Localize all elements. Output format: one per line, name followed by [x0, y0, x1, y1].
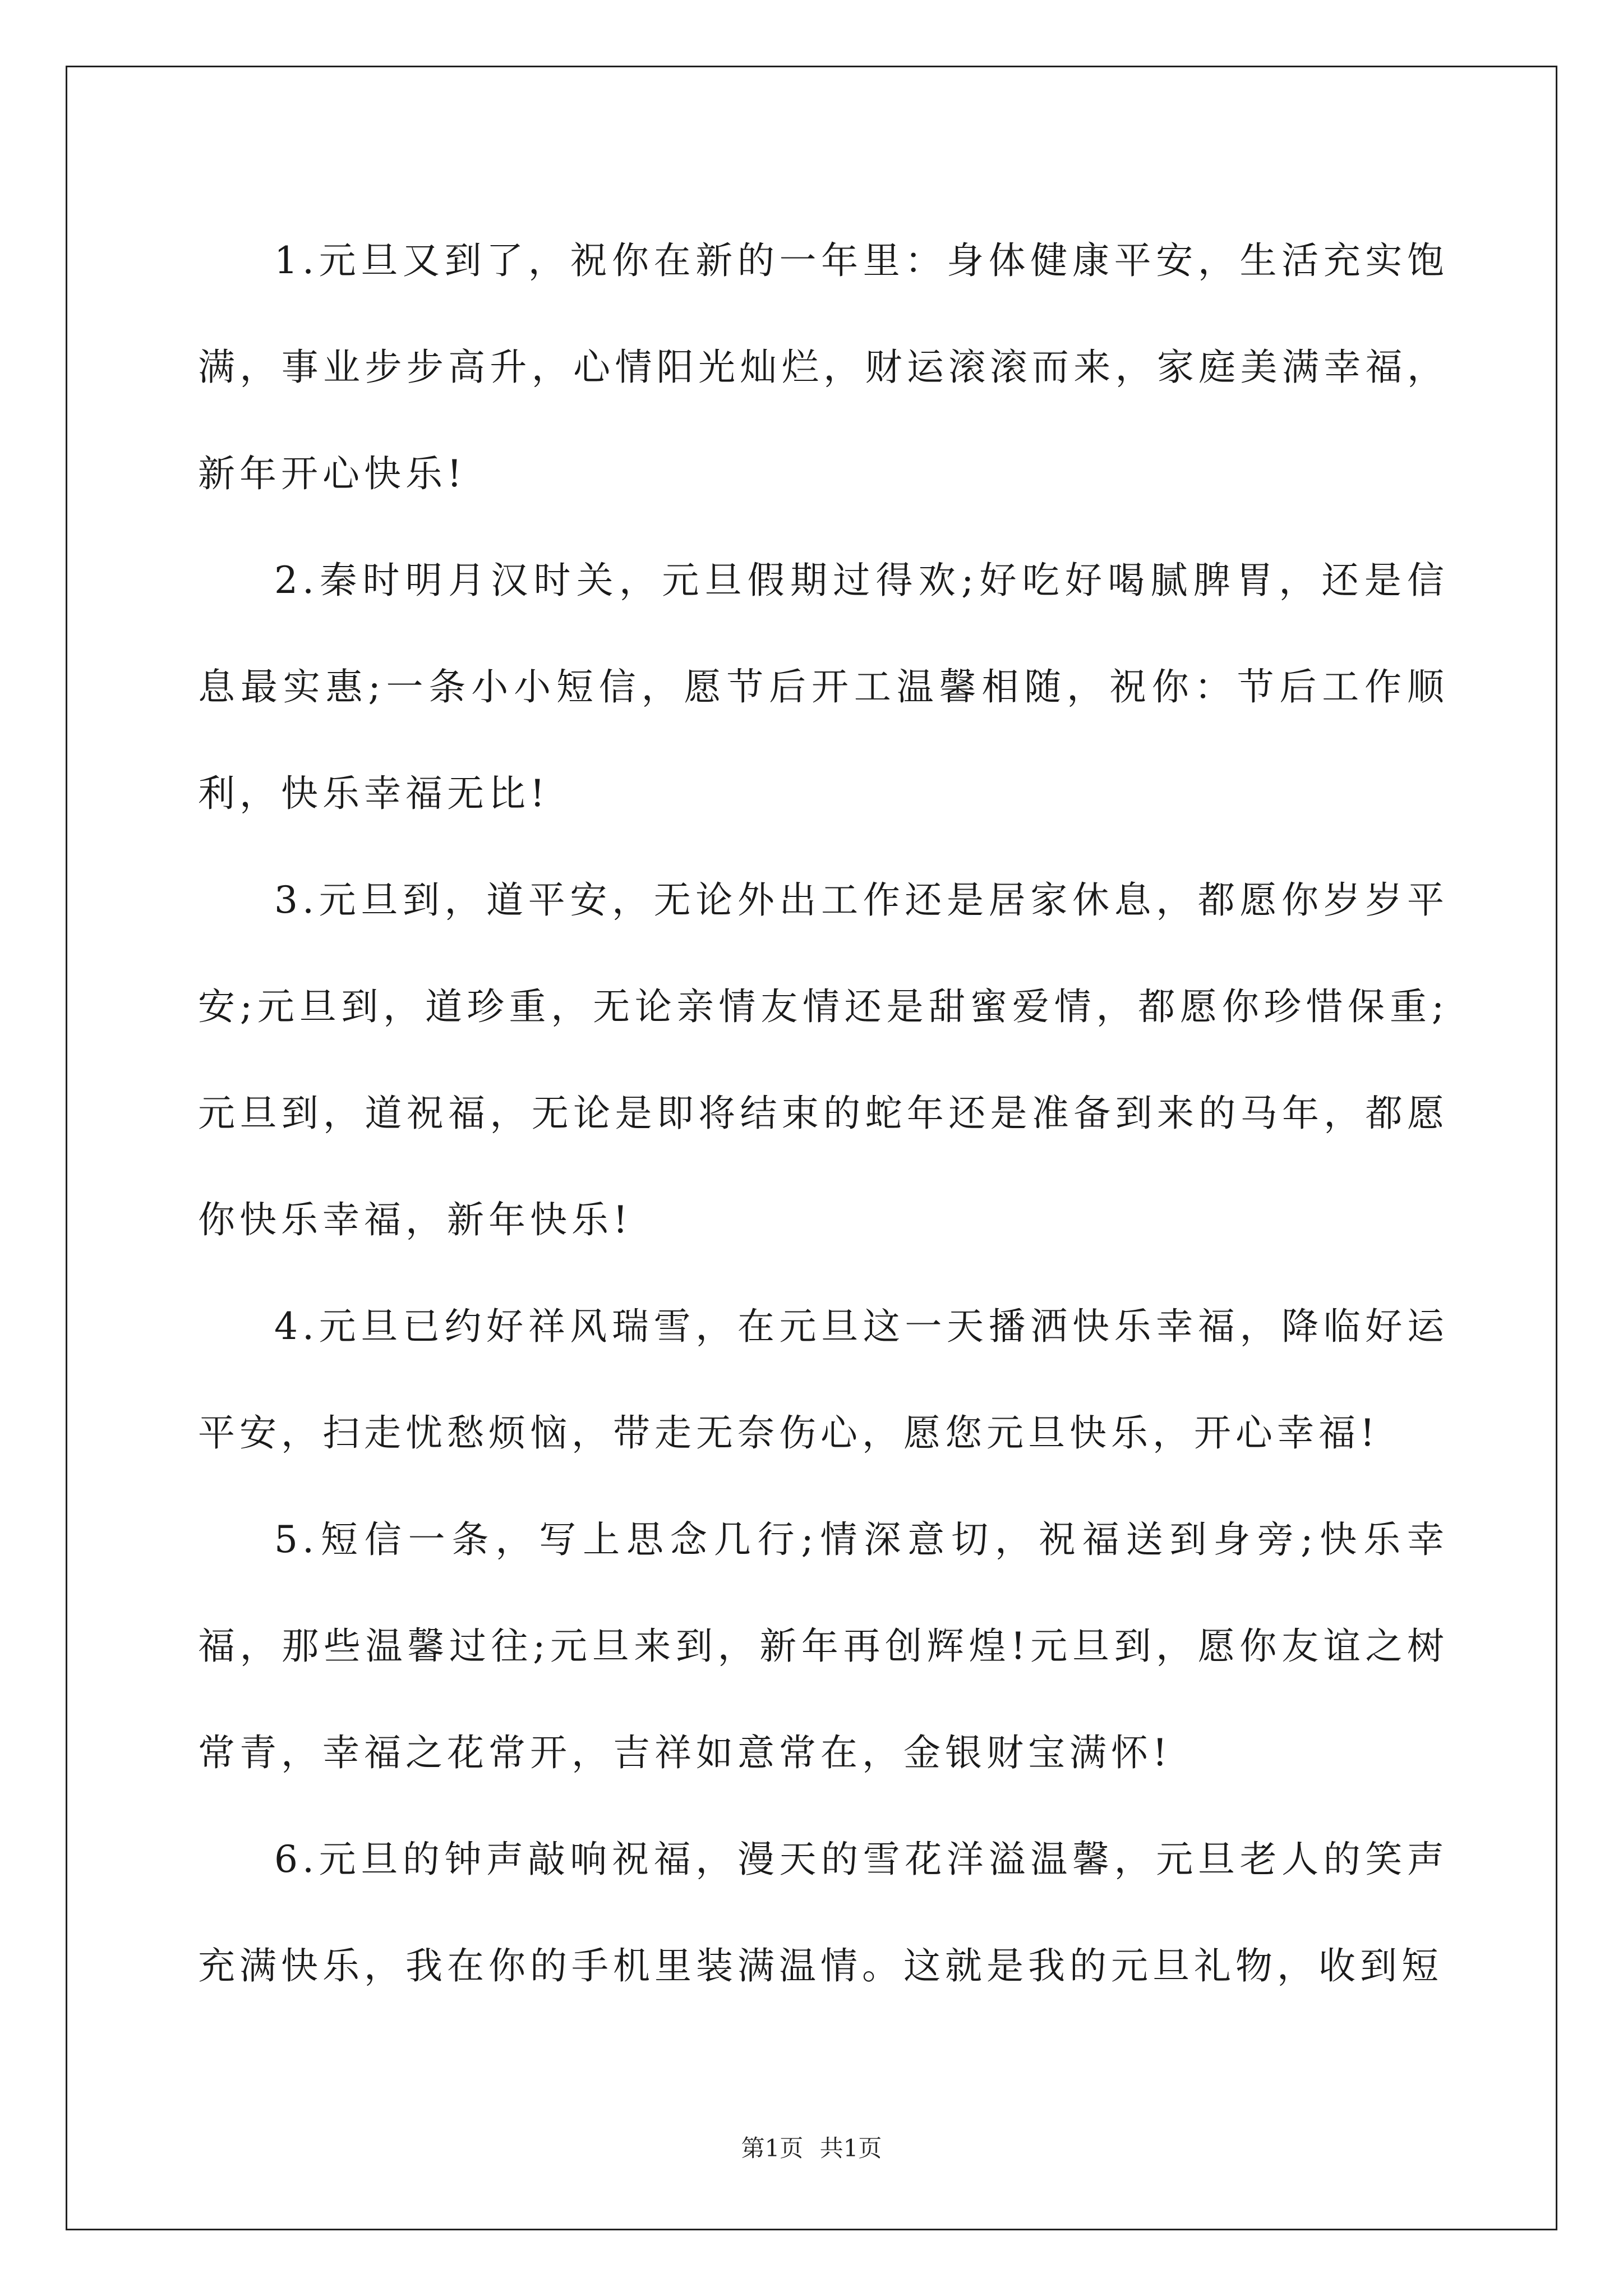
- paragraph-1: 1.元旦又到了，祝你在新的一年里：身体健康平安，生活充实饱满，事业步步高升，心情阳光灿烂，财运滚滚而来，家庭美满幸福，新年开心快乐!: [198, 239, 1449, 495]
- document-body: [198, 208, 1449, 2019]
- page-number: 第1页: [741, 2134, 804, 2162]
- paragraph-5: 5.短信一条，写上思念几行;情深意切，祝福送到身旁;快乐幸福，那些温馨过往;元旦来到，新年再创辉煌!元旦到，愿你友谊之树常青，幸福之花常开，吉祥如意常在，金银财宝满怀!: [198, 1518, 1449, 1774]
- paragraph-2: 2.秦时明月汉时关，元旦假期过得欢;好吃好喝腻脾胃，还是信息最实惠;一条小小短信，愿节后开工温馨相随，祝你：节后工作顺利，快乐幸福无比!: [198, 559, 1449, 815]
- paragraph-4: 4.元旦已约好祥风瑞雪，在元旦这一天播洒快乐幸福，降临好运平安，扫走忧愁烦恼，带走无奈伤心，愿您元旦快乐，开心幸福!: [198, 1305, 1449, 1455]
- paragraph-6: 6.元旦的钟声敲响祝福，漫天的雪花洋溢温馨，元旦老人的笑声充满快乐，我在你的手机里装满温情。这就是我的元旦礼物，收到短: [198, 1838, 1449, 1987]
- paragraph-3: 3.元旦到，道平安，无论外出工作还是居家休息，都愿你岁岁平安;元旦到，道珍重，无论亲情友情还是甜蜜爱情，都愿你珍惜保重;元旦到，道祝福，无论是即将结束的蛇年还是准备到来的马年，都愿你快乐幸福，新年快乐!: [198, 878, 1449, 1241]
- page-footer: [0, 2132, 1623, 2165]
- page-total: 共1页: [819, 2134, 882, 2162]
